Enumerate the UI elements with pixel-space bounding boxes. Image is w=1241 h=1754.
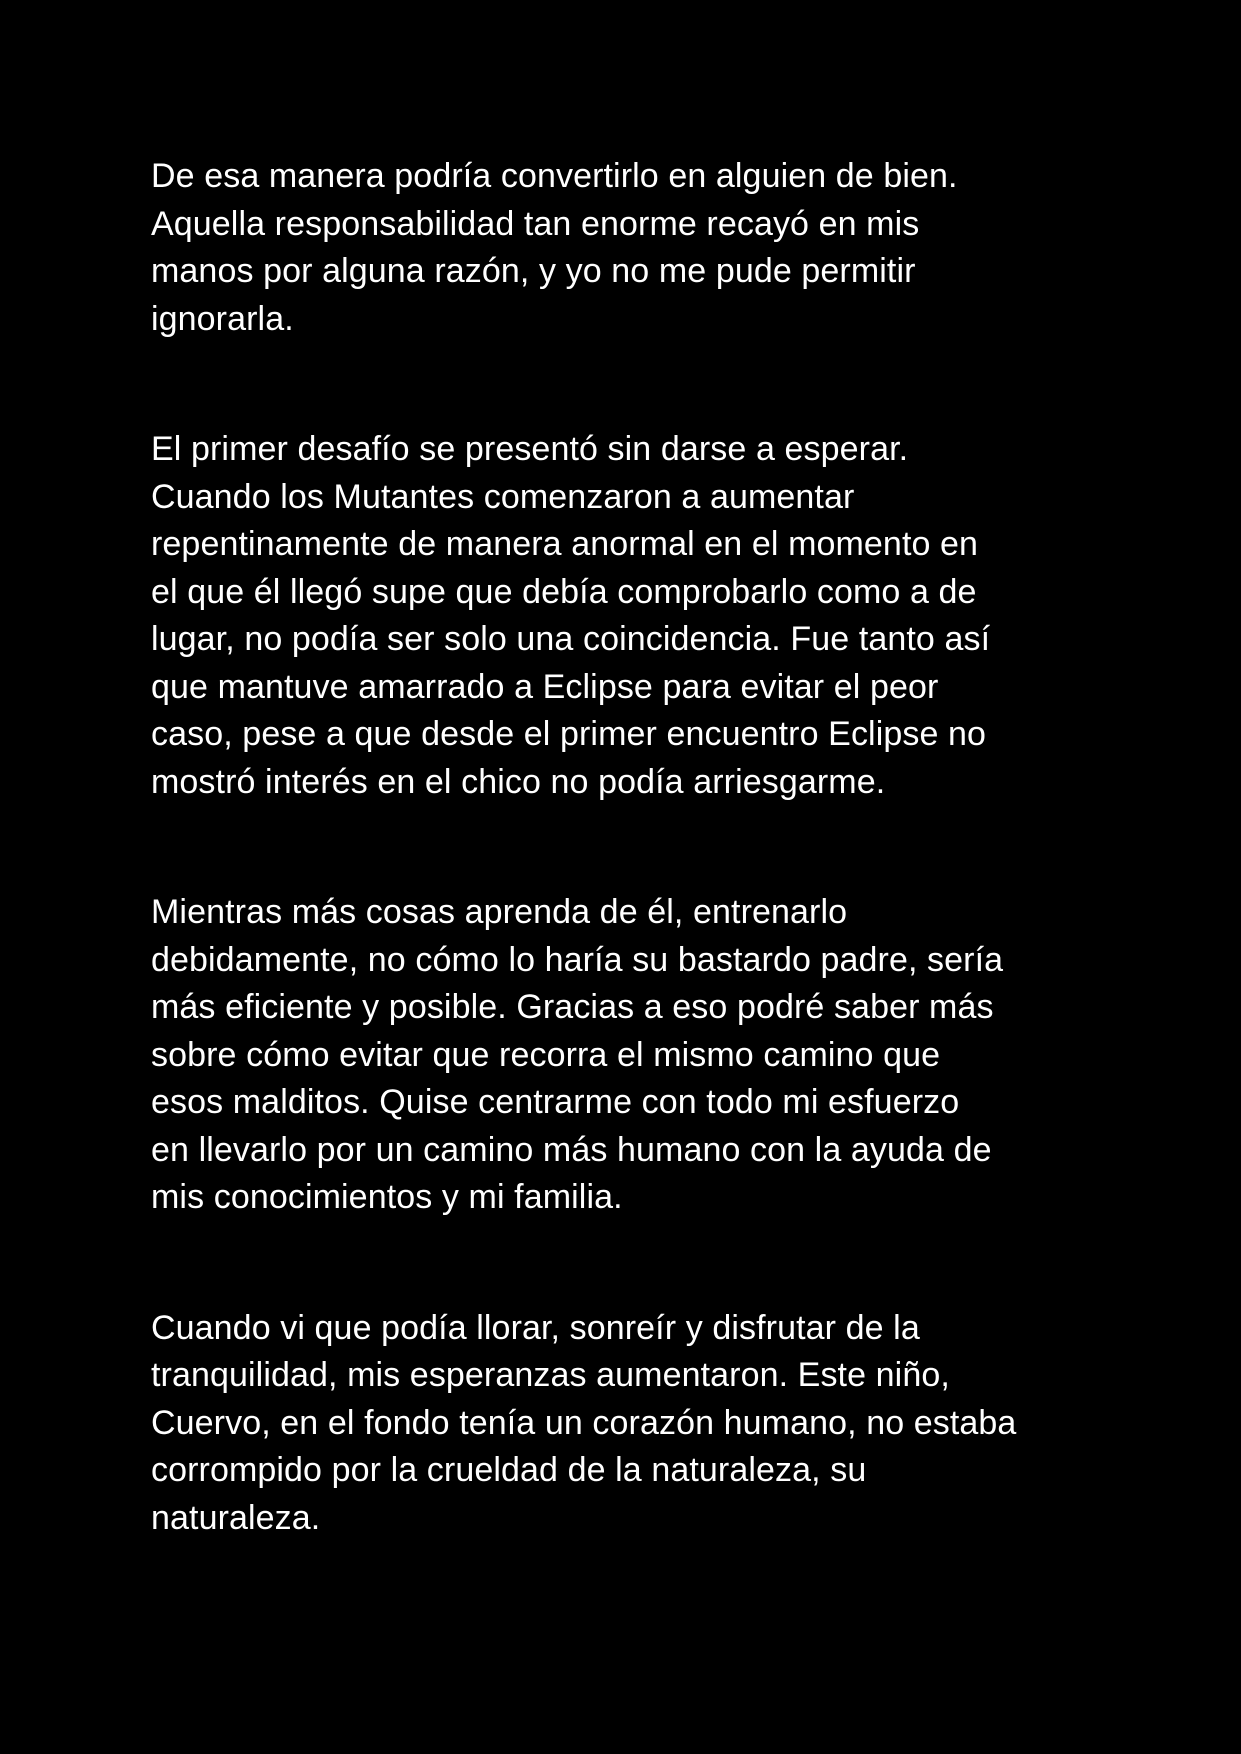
paragraph-3: [151, 889, 1111, 1222]
paragraph-line: El primer desafío se presentó sin darse a esperar.: [151, 430, 909, 468]
paragraph-line: manos por alguna razón, y yo no me pude permitir: [151, 252, 916, 290]
paragraph-line: en llevarlo por un camino más humano con la ayuda de: [151, 1130, 992, 1169]
paragraph-line: mis conocimientos y mi familia.: [151, 1178, 623, 1216]
paragraph-line: repentinamente de manera anormal en el momento en: [151, 525, 979, 563]
paragraph-1: [151, 153, 1111, 343]
paragraph-line: corrompido por la crueldad de la naturaleza, su: [151, 1451, 867, 1489]
paragraph-line: sobre cómo evitar que recorra el mismo camino que: [151, 1035, 941, 1074]
paragraph-spacer: [151, 1222, 1111, 1305]
paragraph-line: tranquilidad, mis esperanzas aumentaron. Este niño,: [151, 1356, 950, 1394]
paragraph-line: ignorarla.: [151, 299, 294, 338]
paragraph-line: Cuando los Mutantes comenzaron a aumentar: [151, 477, 855, 516]
paragraph-line: mostró interés en el chico no podía arriesgarme.: [151, 762, 886, 801]
text-column: [151, 153, 1111, 1542]
paragraph-line: Aquella responsabilidad tan enorme recayó en mis: [151, 204, 920, 243]
paragraph-line: Cuervo, en el fondo tenía un corazón humano, no estaba: [151, 1403, 1017, 1442]
paragraph-2: [151, 426, 1111, 806]
paragraph-line: De esa manera podría convertirlo en alguien de bien.: [151, 157, 958, 195]
paragraph-spacer: [151, 343, 1111, 426]
paragraph-line: esos malditos. Quise centrarme con todo mi esfuerzo: [151, 1083, 960, 1121]
paragraph-line: debidamente, no cómo lo haría su bastardo padre, sería: [151, 940, 1004, 979]
paragraph-4: [151, 1305, 1111, 1543]
paragraph-line: el que él llegó supe que debía comprobarlo como a de: [151, 572, 977, 611]
paragraph-line: lugar, no podía ser solo una coincidencia. Fue tanto así: [151, 620, 991, 658]
paragraph-line: que mantuve amarrado a Eclipse para evitar el peor: [151, 667, 939, 706]
paragraph-line: caso, pese a que desde el primer encuentro Eclipse no: [151, 715, 987, 753]
paragraph-line: Mientras más cosas aprenda de él, entrenarlo: [151, 893, 848, 931]
paragraph-line: más eficiente y posible. Gracias a eso podré saber más: [151, 988, 994, 1026]
paragraph-spacer: [151, 806, 1111, 889]
paragraph-line: Cuando vi que podía llorar, sonreír y disfrutar de la: [151, 1308, 920, 1347]
paragraph-line: naturaleza.: [151, 1498, 321, 1537]
